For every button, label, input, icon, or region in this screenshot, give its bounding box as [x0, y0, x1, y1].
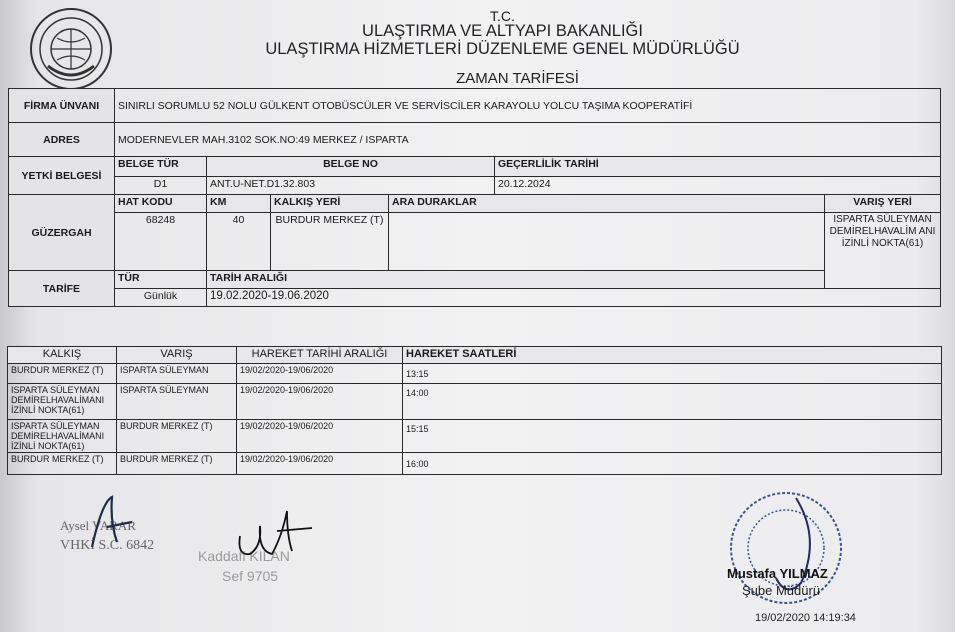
schedule-header-kalkis: KALKIŞ	[8, 347, 117, 364]
signature-1-title: VHKİ S.C. 6842	[60, 538, 155, 553]
row-aralik: 19/02/2020-19/06/2020	[237, 453, 403, 475]
belge-tur-value: D1	[115, 177, 207, 195]
guzergah-label: GÜZERGAH	[9, 195, 115, 271]
row-aralik: 19/02/2020-19/06/2020	[237, 364, 403, 384]
header-directorate: ULAŞTIRMA HİZMETLERİ DÜZENLEME GENEL MÜDÜRLÜĞÜ	[265, 40, 740, 58]
row-varis: BURDUR MERKEZ (T)	[117, 453, 237, 475]
varis-value: ISPARTA SÜLEYMAN DEMİRELHAVALİM ANI İZİNLİ NOKTA(61)	[825, 213, 941, 289]
header-tc: T.C.	[490, 8, 515, 24]
schedule-header-aralik: HAREKET TARİHİ ARALIĞI	[237, 347, 403, 364]
row-varis: ISPARTA SÜLEYMAN	[117, 384, 237, 420]
table-row	[8, 384, 942, 420]
row-kalkis: BURDUR MERKEZ (T)	[8, 453, 117, 475]
signature-3-name: Mustafa YILMAZ	[727, 566, 828, 581]
firma-value: SINIRLI SORUMLU 52 NOLU GÜLKENT OTOBÜSCÜLER VE SERVİSCİLER KARAYOLU YOLCU TAŞIMA KOOPERATİFİ	[115, 89, 941, 123]
row-saat: 14:00	[403, 384, 942, 420]
row-kalkis: ISPARTA SÜLEYMAN DEMİRELHAVALİMANI İZİNLİ NOKTA(61)	[8, 420, 117, 453]
schedule-header-varis: VARIŞ	[117, 347, 237, 364]
signature-3-title: Şube Müdürü	[742, 583, 821, 598]
kalkis-value: BURDUR MERKEZ (T)	[271, 213, 389, 271]
row-saat: 16:00	[403, 453, 942, 475]
tarih-araligi-value: 19.02.2020-19.06.2020	[207, 289, 941, 307]
signature-1-scribble	[82, 492, 142, 552]
signature-1-name: Aysel VARAR	[60, 518, 136, 533]
adres-label: ADRES	[9, 123, 115, 157]
ara-duraklar-value	[389, 213, 825, 271]
tur-value: Günlük	[115, 289, 207, 307]
header-ministry: ULAŞTIRMA VE ALTYAPI BAKANLIĞI	[362, 22, 643, 40]
signature-2-name: Kaddafi KILAN	[198, 548, 290, 564]
ara-duraklar-header: ARA DURAKLAR	[389, 195, 825, 213]
firma-label: FİRMA ÜNVANI	[9, 89, 115, 123]
belge-tur-header: BELGE TÜR	[115, 157, 207, 177]
belge-no-header: BELGE NO	[207, 157, 495, 177]
km-header: KM	[207, 195, 271, 213]
info-table	[8, 88, 941, 307]
signature-2-title: Sef 9705	[222, 568, 279, 584]
row-varis: ISPARTA SÜLEYMAN	[117, 364, 237, 384]
varis-header: VARIŞ YERİ	[825, 195, 941, 213]
tarife-label: TARİFE	[9, 271, 115, 307]
hat-kodu-value: 68248	[115, 213, 207, 271]
document-title: ZAMAN TARİFESİ	[456, 70, 579, 87]
row-varis: BURDUR MERKEZ (T)	[117, 420, 237, 453]
km-value: 40	[207, 213, 271, 271]
schedule-table	[7, 346, 942, 475]
table-row	[8, 453, 942, 475]
gecerlilik-value: 20.12.2024	[495, 177, 941, 195]
schedule-header-saat: HAREKET SAATLERİ	[403, 347, 942, 364]
tarih-araligi-header: TARİH ARALIĞI	[207, 271, 825, 289]
belge-no-value: ANT.U-NET.D1.32.803	[207, 177, 495, 195]
print-timestamp: 19/02/2020 14:19:34	[755, 612, 856, 624]
row-aralik: 19/02/2020-19/06/2020	[237, 420, 403, 453]
hat-kodu-header: HAT KODU	[115, 195, 207, 213]
row-kalkis: BURDUR MERKEZ (T)	[8, 364, 117, 384]
signature-2-scribble	[232, 506, 322, 566]
gecerlilik-header: GEÇERLİLİK TARİHİ	[495, 157, 941, 177]
kalkis-header: KALKIŞ YERİ	[271, 195, 389, 213]
table-row	[8, 420, 942, 453]
row-saat: 15:15	[403, 420, 942, 453]
row-kalkis: ISPARTA SÜLEYMAN DEMİRELHAVALİMANI İZİNLİ NOKTA(61)	[8, 384, 117, 420]
row-aralik: 19/02/2020-19/06/2020	[237, 384, 403, 420]
adres-value: MODERNEVLER MAH.3102 SOK.NO:49 MERKEZ / ISPARTA	[115, 123, 941, 157]
table-row	[8, 364, 942, 384]
yetki-label: YETKİ BELGESİ	[9, 157, 115, 195]
tur-header: TÜR	[115, 271, 207, 289]
row-saat: 13:15	[403, 364, 942, 384]
